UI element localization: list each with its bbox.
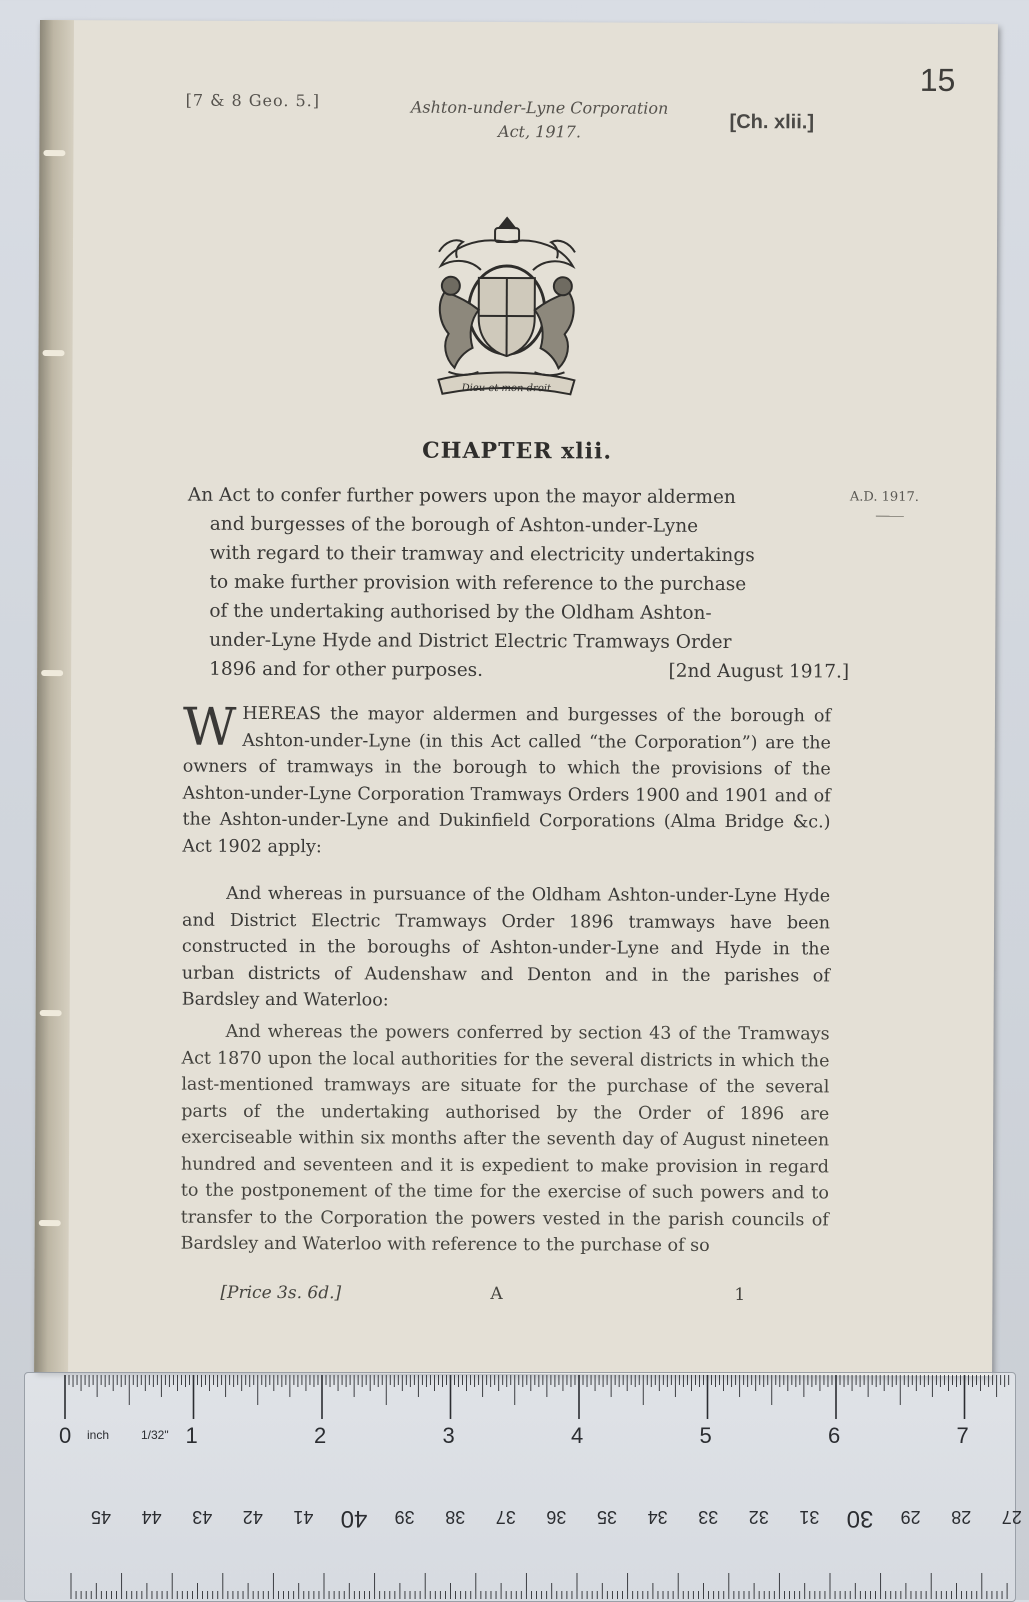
ruler-cm-number: 45 bbox=[91, 1507, 111, 1527]
long-title bbox=[187, 481, 838, 687]
ruler-cm-number: 38 bbox=[445, 1507, 465, 1527]
preamble-paragraph-1 bbox=[182, 701, 831, 863]
ruler-cm-number: 43 bbox=[192, 1507, 212, 1527]
binding-spine bbox=[34, 20, 74, 1372]
ruler-inch-number: 1 bbox=[186, 1423, 198, 1448]
binding-stitch bbox=[40, 1010, 62, 1016]
footer-page-number: 1 bbox=[734, 1285, 745, 1305]
long-title-line: under-Lyne Hyde and District Electric Tramways Order bbox=[187, 626, 837, 658]
long-title-line: of the undertaking authorised by the Oldham Ashton- bbox=[187, 597, 837, 629]
ruler-cm-number: 42 bbox=[243, 1507, 263, 1527]
ruler-cm-number: 35 bbox=[597, 1507, 617, 1527]
ruler-cm-number: 28 bbox=[951, 1507, 971, 1527]
ruler-cm-number: 44 bbox=[142, 1507, 162, 1527]
ruler-cm-number: 29 bbox=[901, 1507, 921, 1527]
crest-motto: Dieu et mon droit bbox=[461, 383, 552, 394]
ruler-cm-number: 34 bbox=[648, 1507, 668, 1527]
paragraph-text: HEREAS the mayor aldermen and burgesses of the borough of Ashton-under-Lyne (in this Act called “the Corporation”) are the owners of tramways in the borough to which the provisions of the Ashton-under-Lyne Corporation Tramways Orders 1900 and 1901 and of the Ashton-under-Lyne and Dukinfield Corporations (Alma Bridge &c.) Act 1902 apply: bbox=[182, 704, 831, 857]
footer-signature-mark: A bbox=[490, 1284, 502, 1304]
ruler-cm-number: 31 bbox=[799, 1507, 819, 1527]
ruler-inch-number: 2 bbox=[314, 1423, 326, 1448]
long-title-line: and burgesses of the borough of Ashton-under-Lyne bbox=[188, 510, 838, 542]
chapter-title: CHAPTER xlii. bbox=[38, 436, 996, 466]
ruler-cm-number: 30 bbox=[847, 1505, 874, 1532]
ruler-inch-number: 4 bbox=[571, 1423, 583, 1448]
ruler-cm-number: 41 bbox=[293, 1507, 313, 1527]
ruler-inch-number: 7 bbox=[957, 1423, 969, 1448]
ruler-cm-number: 36 bbox=[546, 1507, 566, 1527]
measuring-ruler bbox=[24, 1372, 1016, 1602]
binding-stitch bbox=[41, 670, 63, 676]
ruler-inch-number: 6 bbox=[828, 1423, 840, 1448]
page-number: 15 bbox=[920, 62, 956, 99]
binding-stitch bbox=[39, 1220, 61, 1226]
preamble-paragraph-3: And whereas the powers conferred by section 43 of the Tramways Act 1870 upon the local authorities for the several districts in which the last-mentioned tramways are situate for the purchase of the several parts of the undertaking authorised by the Order of 1896 are exerciseable within six months after the seventh day of August nineteen hundred and seventeen and it is expedient to make provision in regard to the postponement of the time for the exercise of such powers and to transfer to the Corporation the powers vested in the parish councils of Bardsley and Waterloo with reference to the purchase of so bbox=[181, 1019, 830, 1260]
header-act-title-line1: Ashton-under-Lyne Corporation bbox=[370, 95, 710, 120]
assent-date: [2nd August 1917.] bbox=[668, 657, 849, 687]
ruler-fraction-label: 1/32" bbox=[141, 1428, 169, 1442]
ruler-cm-number: 39 bbox=[395, 1507, 415, 1527]
long-title-line: to make further provision with reference to the purchase bbox=[187, 568, 837, 600]
drop-cap: W bbox=[183, 705, 237, 751]
preamble-paragraph-2: And whereas in pursuance of the Oldham Ashton-under-Lyne Hyde and District Electric Tramways Order 1896 tramways have been constructed in the boroughs of Ashton-under-Lyne and Hyde in the urban districts of Audenshaw and Denton and in the parishes of Bardsley and Waterloo: bbox=[182, 881, 831, 1016]
ruler-cm-number: 40 bbox=[341, 1505, 368, 1532]
margin-note-year: A.D. 1917. bbox=[850, 490, 919, 505]
ruler-inch-label: inch bbox=[87, 1428, 109, 1442]
footer-price: [Price 3s. 6d.] bbox=[220, 1283, 341, 1304]
long-title-line: with regard to their tramway and electricity undertakings bbox=[188, 539, 838, 571]
long-title-line: 1896 and for other purposes. bbox=[209, 659, 483, 681]
ruler-scale bbox=[25, 1373, 1015, 1601]
ruler-cm-number: 27 bbox=[1002, 1507, 1022, 1527]
ruler-inch-number: 5 bbox=[700, 1423, 712, 1448]
header-chapter: [Ch. xlii.] bbox=[730, 111, 815, 134]
long-title-line: An Act to confer further powers upon the mayor aldermen bbox=[188, 481, 838, 513]
header-act-title bbox=[369, 95, 709, 144]
ruler-inch-number: 3 bbox=[443, 1423, 455, 1448]
header-regnal-year: [7 & 8 Geo. 5.] bbox=[186, 91, 320, 111]
long-title-last-line bbox=[187, 655, 837, 687]
header-act-title-line2: Act, 1917. bbox=[369, 119, 709, 144]
ruler-cm-number: 32 bbox=[749, 1507, 769, 1527]
document-page bbox=[34, 20, 998, 1376]
royal-coat-of-arms-icon bbox=[424, 212, 589, 409]
binding-stitch bbox=[43, 350, 65, 356]
binding-stitch bbox=[43, 150, 65, 156]
ruler-cm-number: 33 bbox=[698, 1507, 718, 1527]
ruler-inch-number: 0 bbox=[59, 1423, 71, 1448]
margin-rule bbox=[876, 516, 904, 517]
ruler-cm-number: 37 bbox=[496, 1507, 516, 1527]
